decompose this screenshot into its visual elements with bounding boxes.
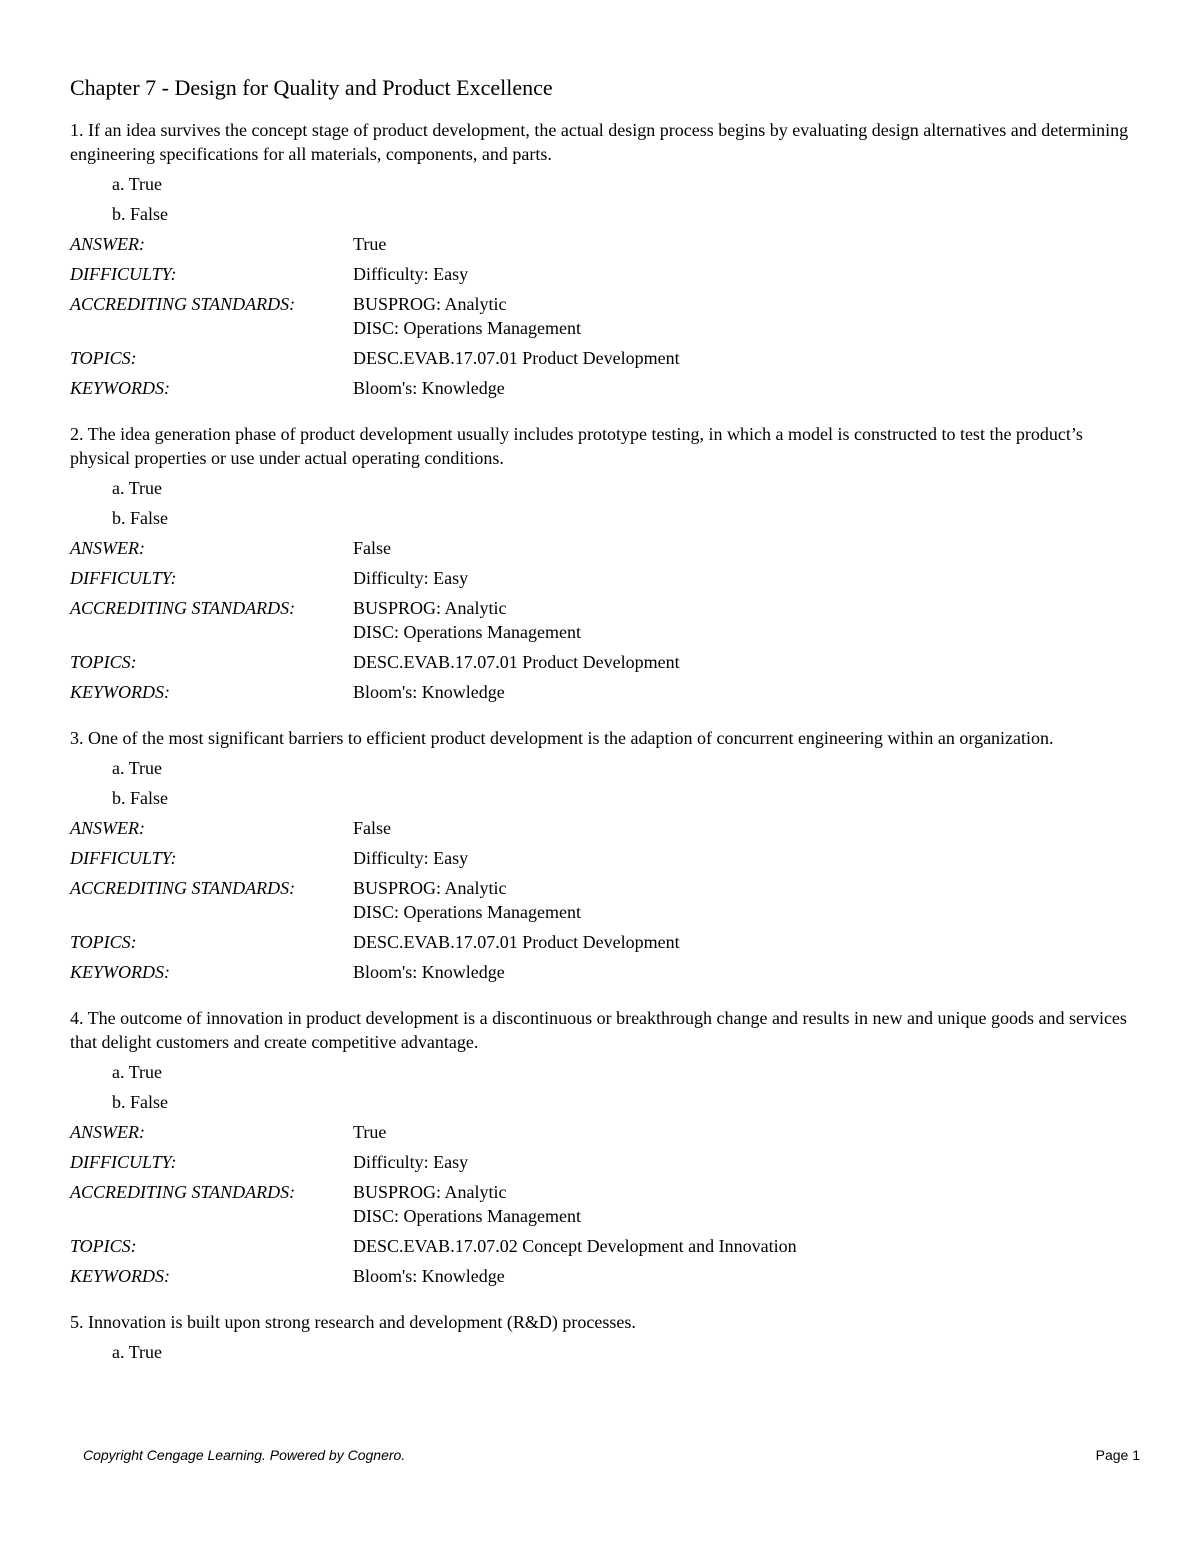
difficulty-row-label: DIFFICULTY: xyxy=(70,264,177,284)
answer-options xyxy=(112,476,1130,530)
answer-options xyxy=(112,1060,1130,1114)
difficulty-row-label: DIFFICULTY: xyxy=(70,568,177,588)
keywords-row-value: Bloom's: Knowledge xyxy=(353,378,505,398)
answer-option: b. False xyxy=(112,508,168,528)
topics-row-value: DESC.EVAB.17.07.01 Product Development xyxy=(353,652,680,672)
difficulty-row xyxy=(70,566,1130,590)
accrediting-row-label: ACCREDITING STANDARDS: xyxy=(70,878,296,898)
question-text: 3. One of the most significant barriers to efficient product development is the adaption of concurrent engineering within an organization. xyxy=(70,728,1054,748)
question-metadata xyxy=(70,536,1130,704)
topics-row-value: DESC.EVAB.17.07.01 Product Development xyxy=(353,348,680,368)
difficulty-row-value: Difficulty: Easy xyxy=(353,1152,469,1172)
answer-row xyxy=(70,1120,1130,1144)
accrediting-row-value: BUSPROG: Analytic xyxy=(353,294,507,314)
keywords-row-label: KEYWORDS: xyxy=(70,1266,170,1286)
difficulty-row xyxy=(70,846,1130,870)
difficulty-row-values xyxy=(353,1150,468,1174)
topics-row xyxy=(70,1234,1130,1258)
copyright-text: Copyright Cengage Learning. Powered by Cognero. xyxy=(83,1447,406,1463)
difficulty-row xyxy=(70,1150,1130,1174)
keywords-row-values xyxy=(353,960,505,984)
accrediting-row-value: DISC: Operations Management xyxy=(353,318,581,338)
accrediting-row xyxy=(70,596,1130,644)
accrediting-row-value: DISC: Operations Management xyxy=(353,622,581,642)
accrediting-row xyxy=(70,1180,1130,1228)
question-item xyxy=(70,1310,1130,1364)
topics-row-label: TOPICS: xyxy=(70,1236,137,1256)
answer-option: a. True xyxy=(112,174,163,194)
keywords-row-value: Bloom's: Knowledge xyxy=(353,682,505,702)
accrediting-row-label: ACCREDITING STANDARDS: xyxy=(70,1182,296,1202)
accrediting-row-value: BUSPROG: Analytic xyxy=(353,878,507,898)
question-text: 2. The idea generation phase of product development usually includes prototype testing, in which a model is constructed to test the product’s physical properties or use under actual operating conditions. xyxy=(70,424,1083,468)
topics-row-value: DESC.EVAB.17.07.02 Concept Development and Innovation xyxy=(353,1236,797,1256)
accrediting-row-values xyxy=(353,876,581,924)
question-text: 1. If an idea survives the concept stage of product development, the actual design process begins by evaluating design alternatives and determining engineering specifications for all materials, components, and parts. xyxy=(70,120,1129,164)
answer-row-value: True xyxy=(353,1122,387,1142)
topics-row-values xyxy=(353,1234,797,1258)
accrediting-row xyxy=(70,876,1130,924)
answer-row-values xyxy=(353,816,391,840)
answer-options xyxy=(112,1340,1130,1364)
difficulty-row-values xyxy=(353,566,468,590)
accrediting-row-label: ACCREDITING STANDARDS: xyxy=(70,294,296,314)
accrediting-row-values xyxy=(353,292,581,340)
answer-row xyxy=(70,536,1130,560)
answer-row-values xyxy=(353,232,386,256)
question-item xyxy=(70,422,1130,704)
page-title: Chapter 7 - Design for Quality and Product Excellence xyxy=(70,75,553,100)
question-text: 4. The outcome of innovation in product development is a discontinuous or breakthrough change and results in new and unique goods and services that delight customers and create competitive advantage. xyxy=(70,1008,1127,1052)
difficulty-row-label: DIFFICULTY: xyxy=(70,1152,177,1172)
answer-option: a. True xyxy=(112,478,163,498)
question-metadata xyxy=(70,1120,1130,1288)
question-list xyxy=(70,118,1130,1364)
accrediting-row-label: ACCREDITING STANDARDS: xyxy=(70,598,296,618)
question-metadata xyxy=(70,816,1130,984)
keywords-row-values xyxy=(353,376,505,400)
accrediting-row-values xyxy=(353,596,581,644)
topics-row xyxy=(70,930,1130,954)
topics-row-value: DESC.EVAB.17.07.01 Product Development xyxy=(353,932,680,952)
topics-row-values xyxy=(353,650,680,674)
answer-options xyxy=(112,756,1130,810)
question-item xyxy=(70,118,1130,400)
difficulty-row-value: Difficulty: Easy xyxy=(353,264,469,284)
keywords-row-values xyxy=(353,1264,505,1288)
keywords-row-label: KEYWORDS: xyxy=(70,378,170,398)
topics-row-values xyxy=(353,930,680,954)
difficulty-row-value: Difficulty: Easy xyxy=(353,848,469,868)
accrediting-row-value: DISC: Operations Management xyxy=(353,902,581,922)
accrediting-row-value: BUSPROG: Analytic xyxy=(353,598,507,618)
answer-row-label: ANSWER: xyxy=(70,234,145,254)
answer-option: b. False xyxy=(112,788,168,808)
topics-row xyxy=(70,650,1130,674)
keywords-row-label: KEYWORDS: xyxy=(70,962,170,982)
answer-options xyxy=(112,172,1130,226)
topics-row-label: TOPICS: xyxy=(70,932,137,952)
keywords-row-label: KEYWORDS: xyxy=(70,682,170,702)
accrediting-row xyxy=(70,292,1130,340)
answer-option: a. True xyxy=(112,1342,163,1362)
keywords-row xyxy=(70,960,1130,984)
accrediting-row-value: DISC: Operations Management xyxy=(353,1206,581,1226)
answer-option: b. False xyxy=(112,1092,168,1112)
question-metadata xyxy=(70,232,1130,400)
difficulty-row-label: DIFFICULTY: xyxy=(70,848,177,868)
document-page xyxy=(70,74,1130,1386)
question-item xyxy=(70,1006,1130,1288)
difficulty-row-value: Difficulty: Easy xyxy=(353,568,469,588)
answer-row xyxy=(70,232,1130,256)
topics-row-label: TOPICS: xyxy=(70,652,137,672)
topics-row-label: TOPICS: xyxy=(70,348,137,368)
answer-row-value: True xyxy=(353,234,387,254)
keywords-row-value: Bloom's: Knowledge xyxy=(353,962,505,982)
accrediting-row-value: BUSPROG: Analytic xyxy=(353,1182,507,1202)
answer-row xyxy=(70,816,1130,840)
question-text: 5. Innovation is built upon strong research and development (R&D) processes. xyxy=(70,1312,636,1332)
answer-option: a. True xyxy=(112,758,163,778)
answer-row-label: ANSWER: xyxy=(70,818,145,838)
answer-option: b. False xyxy=(112,204,168,224)
answer-row-values xyxy=(353,1120,386,1144)
topics-row xyxy=(70,346,1130,370)
difficulty-row-values xyxy=(353,846,468,870)
answer-row-values xyxy=(353,536,391,560)
answer-row-label: ANSWER: xyxy=(70,538,145,558)
keywords-row-value: Bloom's: Knowledge xyxy=(353,1266,505,1286)
answer-row-value: False xyxy=(353,538,391,558)
keywords-row xyxy=(70,1264,1130,1288)
topics-row-values xyxy=(353,346,680,370)
answer-row-value: False xyxy=(353,818,391,838)
answer-row-label: ANSWER: xyxy=(70,1122,145,1142)
question-item xyxy=(70,726,1130,984)
difficulty-row-values xyxy=(353,262,468,286)
difficulty-row xyxy=(70,262,1130,286)
accrediting-row-values xyxy=(353,1180,581,1228)
keywords-row xyxy=(70,376,1130,400)
answer-option: a. True xyxy=(112,1062,163,1082)
keywords-row xyxy=(70,680,1130,704)
keywords-row-values xyxy=(353,680,505,704)
page-number: Page 1 xyxy=(1095,1447,1140,1463)
